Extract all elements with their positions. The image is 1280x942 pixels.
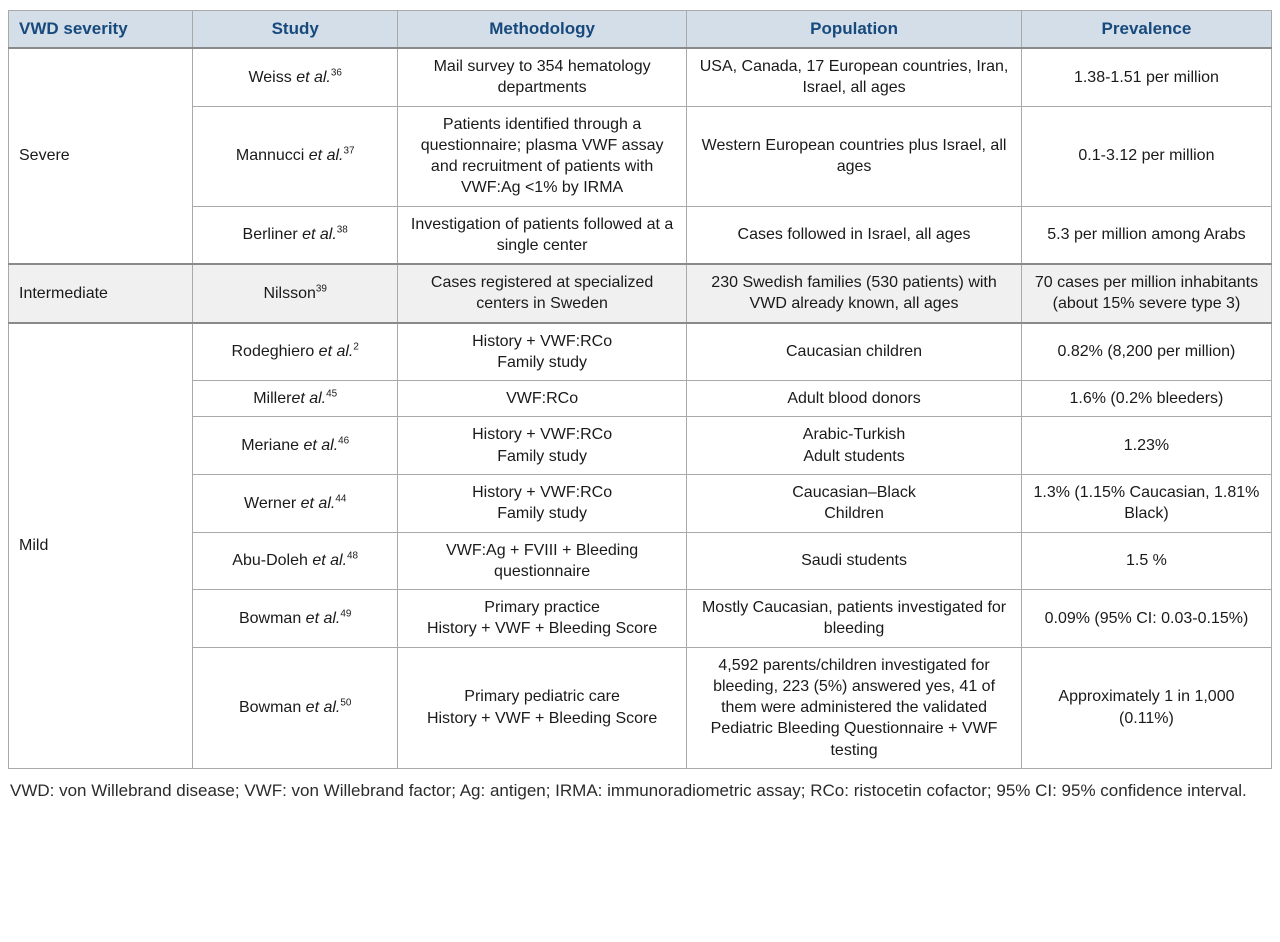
table-row bbox=[9, 417, 1272, 475]
cell-prevalence: 70 cases per million inhabitants (about 15% severe type 3) bbox=[1021, 264, 1271, 323]
cell-prevalence: 0.82% (8,200 per million) bbox=[1021, 323, 1271, 381]
table-row bbox=[9, 532, 1272, 590]
table-row bbox=[9, 206, 1272, 264]
cell-prevalence: 1.6% (0.2% bleeders) bbox=[1021, 381, 1271, 417]
table-row bbox=[9, 264, 1272, 323]
cell-methodology: Cases registered at specialized centers in Sweden bbox=[397, 264, 686, 323]
cell-study: Bowman et al.$^{49}$ bbox=[193, 590, 398, 648]
cell-study: Weiss et al.$^{36}$ bbox=[193, 48, 398, 106]
cell-population: Mostly Caucasian, patients investigated for bleeding bbox=[687, 590, 1022, 648]
cell-population: Adult blood donors bbox=[687, 381, 1022, 417]
cell-methodology: VWF:RCo bbox=[397, 381, 686, 417]
cell-study: Rodeghiero et al.$^2$ bbox=[193, 323, 398, 381]
cell-population: Saudi students bbox=[687, 532, 1022, 590]
cell-study: Milleret al.$^{45}$ bbox=[193, 381, 398, 417]
column-header-study: Study bbox=[193, 11, 398, 49]
table-row bbox=[9, 647, 1272, 768]
column-header-vwd-severity: VWD severity bbox=[9, 11, 193, 49]
cell-study: Meriane et al.$^{46}$ bbox=[193, 417, 398, 475]
cell-methodology: History + VWF:RCo Family study bbox=[397, 474, 686, 532]
table-row bbox=[9, 474, 1272, 532]
cell-study: Abu-Doleh et al.$^{48}$ bbox=[193, 532, 398, 590]
cell-population: 230 Swedish families (530 patients) with VWD already known, all ages bbox=[687, 264, 1022, 323]
cell-prevalence: 0.09% (95% CI: 0.03-0.15%) bbox=[1021, 590, 1271, 648]
cell-prevalence: 1.5 % bbox=[1021, 532, 1271, 590]
cell-methodology: Primary practice History + VWF + Bleeding Score bbox=[397, 590, 686, 648]
table-row bbox=[9, 323, 1272, 381]
cell-prevalence: 1.23% bbox=[1021, 417, 1271, 475]
table-footnote: VWD: von Willebrand disease; VWF: von Willebrand factor; Ag: antigen; IRMA: immunoradiometric assay; RCo: ristocetin cofactor; 95% CI: 95% confidence interval. bbox=[10, 780, 1247, 800]
cell-study: Werner et al.$^{44}$ bbox=[193, 474, 398, 532]
cell-methodology: Mail survey to 354 hematology departments bbox=[397, 48, 686, 106]
cell-severity: Intermediate bbox=[9, 264, 193, 323]
table-row bbox=[9, 381, 1272, 417]
cell-methodology: Investigation of patients followed at a single center bbox=[397, 206, 686, 264]
cell-study: Berliner et al.$^{38}$ bbox=[193, 206, 398, 264]
column-header-prevalence: Prevalence bbox=[1021, 11, 1271, 49]
cell-prevalence: 5.3 per million among Arabs bbox=[1021, 206, 1271, 264]
cell-severity: Mild bbox=[9, 323, 193, 769]
cell-prevalence: 1.3% (1.15% Caucasian, 1.81% Black) bbox=[1021, 474, 1271, 532]
cell-population: Arabic-Turkish Adult students bbox=[687, 417, 1022, 475]
cell-methodology: Primary pediatric care History + VWF + Bleeding Score bbox=[397, 647, 686, 768]
cell-study: Bowman et al.$^{50}$ bbox=[193, 647, 398, 768]
table-header-row bbox=[9, 11, 1272, 49]
cell-population: Caucasian children bbox=[687, 323, 1022, 381]
cell-study: Nilsson$^{39}$ bbox=[193, 264, 398, 323]
cell-population: USA, Canada, 17 European countries, Iran, Israel, all ages bbox=[687, 48, 1022, 106]
cell-methodology: Patients identified through a questionnaire; plasma VWF assay and recruitment of patients with VWF:Ag <1% by IRMA bbox=[397, 106, 686, 206]
cell-population: Caucasian–Black Children bbox=[687, 474, 1022, 532]
cell-methodology: History + VWF:RCo Family study bbox=[397, 323, 686, 381]
cell-population: 4,592 parents/children investigated for bleeding, 223 (5%) answered yes, 41 of them were administered the validated Pediatric Bleeding Questionnaire + VWF testing bbox=[687, 647, 1022, 768]
cell-prevalence: 1.38-1.51 per million bbox=[1021, 48, 1271, 106]
cell-prevalence: Approximately 1 in 1,000 (0.11%) bbox=[1021, 647, 1271, 768]
cell-prevalence: 0.1-3.12 per million bbox=[1021, 106, 1271, 206]
table-row bbox=[9, 590, 1272, 648]
column-header-population: Population bbox=[687, 11, 1022, 49]
cell-study: Mannucci et al.$^{37}$ bbox=[193, 106, 398, 206]
cell-methodology: VWF:Ag + FVIII + Bleeding questionnaire bbox=[397, 532, 686, 590]
table-row bbox=[9, 48, 1272, 106]
cell-methodology: History + VWF:RCo Family study bbox=[397, 417, 686, 475]
table-row bbox=[9, 106, 1272, 206]
cell-population: Cases followed in Israel, all ages bbox=[687, 206, 1022, 264]
prevalence-table bbox=[8, 10, 1272, 769]
cell-population: Western European countries plus Israel, all ages bbox=[687, 106, 1022, 206]
column-header-methodology: Methodology bbox=[397, 11, 686, 49]
cell-severity: Severe bbox=[9, 48, 193, 264]
